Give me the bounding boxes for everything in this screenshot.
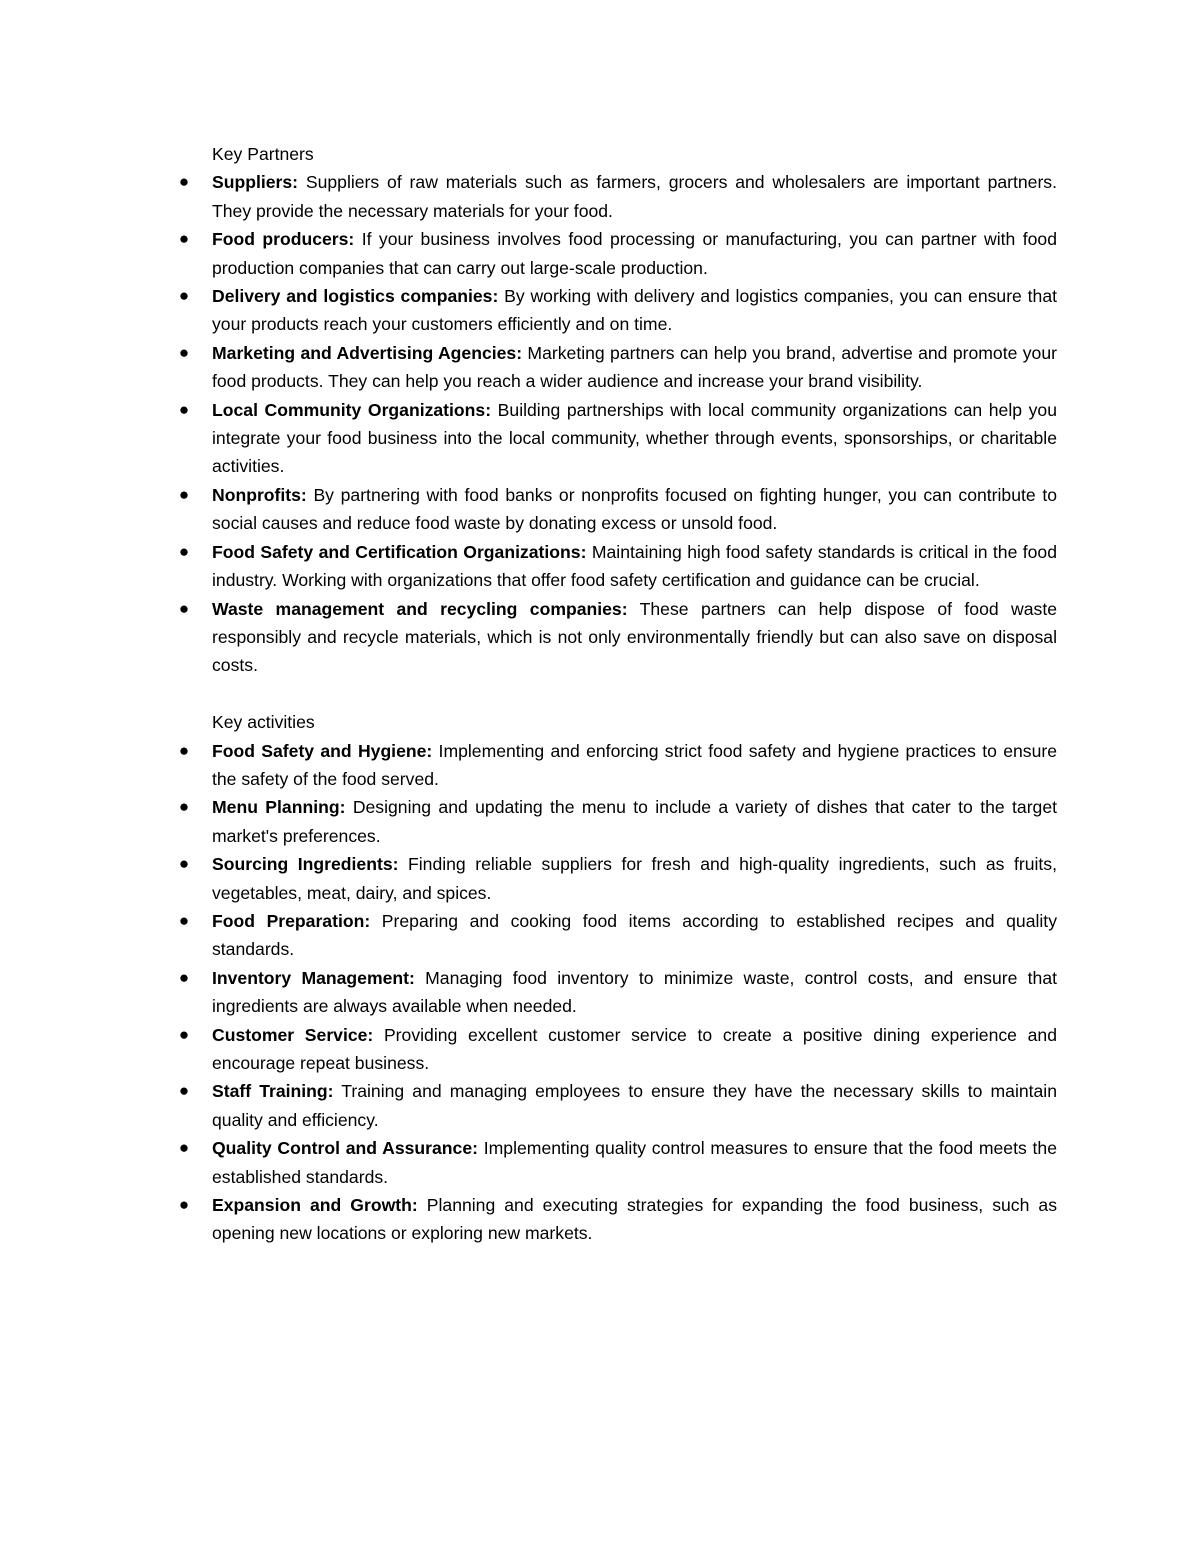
list-item bbox=[178, 1134, 1057, 1191]
bullet-icon: ● bbox=[178, 854, 190, 874]
item-text: If your business involves food processing or manufacturing, you can partner with food production companies that can carry out large-scale production. bbox=[212, 229, 1057, 278]
bullet-icon: ● bbox=[178, 172, 190, 192]
item-term: Food Preparation: bbox=[212, 910, 371, 931]
item-term: Expansion and Growth: bbox=[212, 1195, 418, 1216]
bullet-icon: ● bbox=[178, 286, 190, 306]
item-text: Planning and executing strategies for expanding the food business, such as opening new locations or exploring new markets. bbox=[212, 1195, 1057, 1244]
bullet-icon: ● bbox=[178, 541, 190, 561]
item-text: By partnering with food banks or nonprofits focused on fighting hunger, you can contribute to social causes and reduce food waste by donating excess or unsold food. bbox=[212, 484, 1057, 534]
list-item bbox=[178, 481, 1057, 538]
list-item bbox=[178, 1191, 1057, 1248]
item-text: By working with delivery and logistics companies, you can ensure that your products reach your customers efficiently and on time. bbox=[212, 286, 1057, 335]
item-term: Marketing and Advertising Agencies: bbox=[212, 342, 523, 363]
item-text: Training and managing employees to ensure they have the necessary skills to maintain quality and efficiency. bbox=[212, 1081, 1057, 1130]
list-item bbox=[178, 282, 1057, 339]
list-item bbox=[178, 595, 1057, 680]
list-item bbox=[178, 737, 1057, 794]
item-term: Inventory Management: bbox=[212, 967, 415, 988]
bullet-icon: ● bbox=[178, 1081, 190, 1101]
bullet-icon: ● bbox=[178, 229, 190, 249]
item-term: Staff Training: bbox=[212, 1081, 334, 1102]
item-text: Marketing partners can help you brand, advertise and promote your food products. They can help you reach a wider audience and increase your brand visibility. bbox=[212, 342, 1057, 392]
item-term: Local Community Organizations: bbox=[212, 399, 492, 420]
item-text: These partners can help dispose of food waste responsibly and recycle materials, which is not only environmentally friendly but can also save on disposal costs. bbox=[212, 598, 1057, 676]
bullet-icon: ● bbox=[178, 342, 190, 362]
bullet-icon: ● bbox=[178, 910, 190, 930]
item-term: Menu Planning: bbox=[212, 797, 346, 818]
bullet-icon: ● bbox=[178, 740, 190, 760]
section-key-activities bbox=[178, 708, 1058, 1248]
list-item bbox=[178, 850, 1057, 907]
list-item bbox=[178, 1077, 1057, 1134]
item-text: Building partnerships with local community organizations can help you integrate your food business into the local community, whether through events, sponsorships, or charitable activities. bbox=[212, 399, 1057, 477]
list-item bbox=[178, 396, 1057, 481]
list-item bbox=[178, 964, 1057, 1021]
bullet-icon: ● bbox=[178, 1195, 190, 1215]
list-item bbox=[178, 907, 1057, 964]
list-item bbox=[178, 1021, 1057, 1078]
bullet-icon: ● bbox=[178, 484, 190, 504]
section-heading: Key activities bbox=[212, 712, 315, 733]
bullet-list bbox=[178, 168, 1057, 679]
item-text: Implementing and enforcing strict food safety and hygiene practices to ensure the safety of the food served. bbox=[212, 740, 1057, 789]
bullet-icon: ● bbox=[178, 1024, 190, 1044]
bullet-list bbox=[178, 737, 1058, 1248]
section-key-partners bbox=[178, 140, 1057, 680]
list-item bbox=[178, 339, 1057, 396]
item-term: Nonprofits: bbox=[212, 484, 307, 505]
item-term: Sourcing Ingredients: bbox=[212, 854, 399, 875]
item-text: Providing excellent customer service to create a positive dining experience and encourage repeat business. bbox=[212, 1024, 1057, 1073]
item-text: Finding reliable suppliers for fresh and high-quality ingredients, such as fruits, vegetables, meat, dairy, and spices. bbox=[212, 854, 1057, 903]
item-term: Food Safety and Hygiene: bbox=[212, 740, 433, 761]
list-item bbox=[178, 793, 1058, 850]
document-body bbox=[178, 140, 1058, 1248]
list-item bbox=[178, 538, 1057, 595]
bullet-icon: ● bbox=[178, 797, 190, 817]
item-term: Quality Control and Assurance: bbox=[212, 1138, 478, 1159]
item-term: Suppliers: bbox=[212, 172, 299, 193]
item-text: Implementing quality control measures to ensure that the food meets the established standards. bbox=[212, 1138, 1057, 1187]
section-heading: Key Partners bbox=[212, 144, 314, 164]
list-item bbox=[178, 225, 1057, 282]
item-text: Maintaining high food safety standards is critical in the food industry. Working with organizations that offer food safety certification and guidance can be crucial. bbox=[212, 541, 1057, 591]
item-text: Managing food inventory to minimize waste, control costs, and ensure that ingredients are always available when needed. bbox=[212, 967, 1057, 1017]
item-term: Waste management and recycling companies: bbox=[212, 598, 628, 619]
bullet-icon: ● bbox=[178, 967, 190, 987]
list-item bbox=[178, 168, 1057, 225]
item-text: Designing and updating the menu to include a variety of dishes that cater to the target market's preferences. bbox=[212, 797, 1058, 846]
item-term: Food producers: bbox=[212, 229, 355, 250]
item-term: Customer Service: bbox=[212, 1024, 374, 1045]
item-text: Preparing and cooking food items according to established recipes and quality standards. bbox=[212, 910, 1057, 960]
item-text: Suppliers of raw materials such as farmers, grocers and wholesalers are important partners. They provide the necessary materials for your food. bbox=[212, 172, 1057, 221]
bullet-icon: ● bbox=[178, 399, 190, 419]
bullet-icon: ● bbox=[178, 1138, 190, 1158]
bullet-icon: ● bbox=[178, 598, 190, 618]
item-term: Food Safety and Certification Organizations: bbox=[212, 541, 587, 562]
item-term: Delivery and logistics companies: bbox=[212, 286, 499, 307]
